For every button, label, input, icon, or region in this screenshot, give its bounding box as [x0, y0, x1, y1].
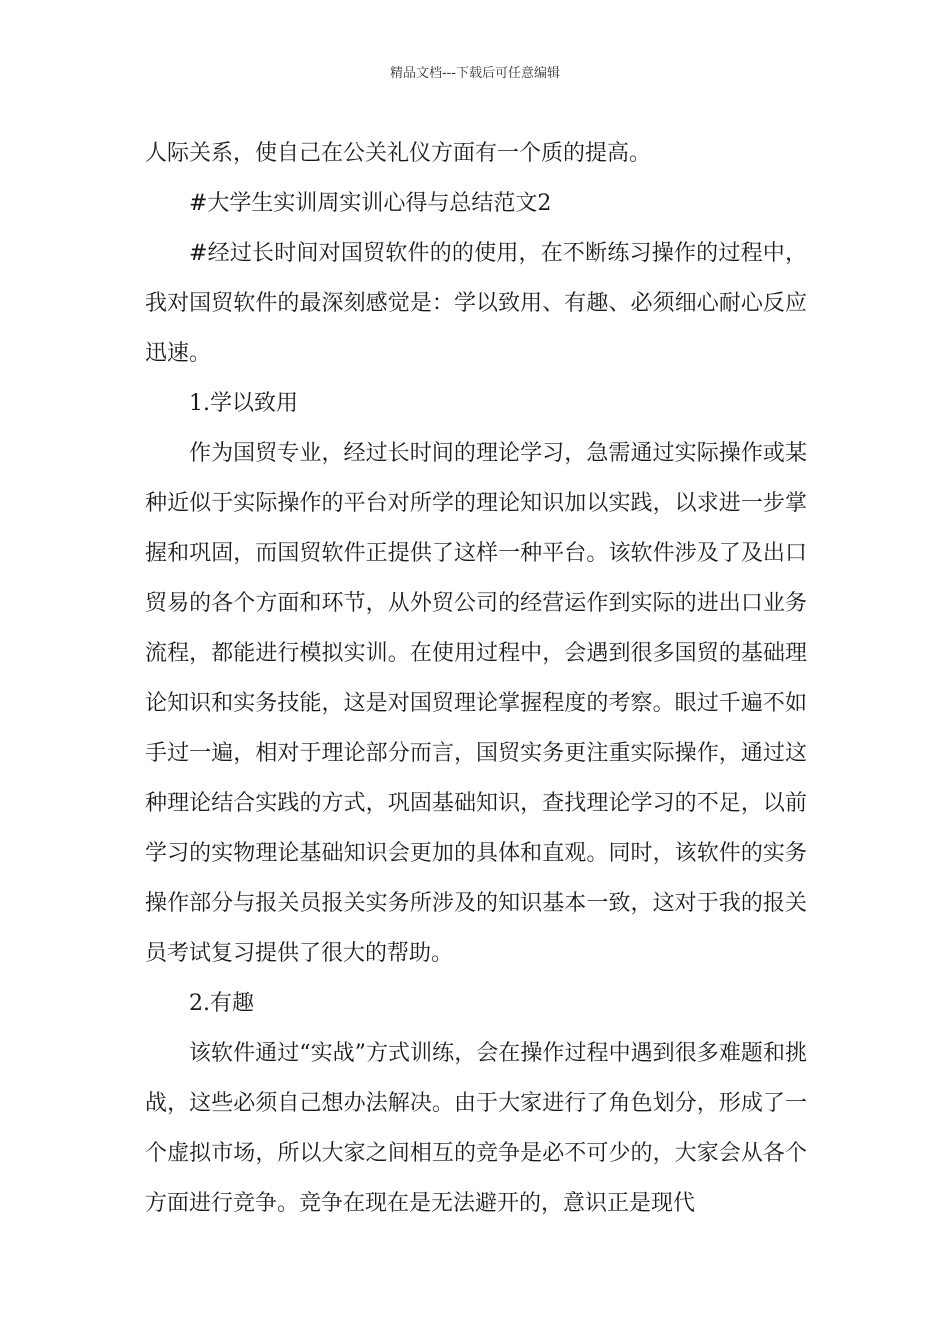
- paragraph: #经过长时间对国贸软件的的使用，在不断练习操作的过程中，我对国贸软件的最深刻感觉是：学以致用、有趣、必须细心耐心反应迅速。: [145, 241, 807, 366]
- section-heading: #大学生实训周实训心得与总结范文2: [189, 191, 552, 216]
- document-body: [145, 129, 807, 1229]
- subsection-heading: 1.学以致用: [189, 391, 298, 416]
- subsection-heading: 2.有趣: [189, 991, 254, 1016]
- paragraph: 作为国贸专业，经过长时间的理论学习，急需通过实际操作或某种近似于实际操作的平台对所学的理论知识加以实践，以求进一步掌握和巩固，而国贸软件正提供了这样一种平台。该软件涉及了及出口贸易的各个方面和环节，从外贸公司的经营运作到实际的进出口业务流程，都能进行模拟实训。在使用过程中，会遇到很多国贸的基础理论知识和实务技能，这是对国贸理论掌握程度的考察。眼过千遍不如手过一遍，相对于理论部分而言，国贸实务更注重实际操作，通过这种理论结合实践的方式，巩固基础知识，查找理论学习的不足，以前学习的实物理论基础知识会更加的具体和直观。同时，该软件的实务操作部分与报关员报关实务所涉及的知识基本一致，这对于我的报关员考试复习提供了很大的帮助。: [145, 441, 807, 966]
- paragraph: 该软件通过“实战”方式训练，会在操作过程中遇到很多难题和挑战，这些必须自己想办法解决。由于大家进行了角色划分，形成了一个虚拟市场，所以大家之间相互的竞争是必不可少的，大家会从各个方面进行竞争。竞争在现在是无法避开的，意识正是现代: [145, 1041, 807, 1216]
- paragraph: 人际关系，使自己在公关礼仪方面有一个质的提高。: [145, 141, 652, 166]
- page-header: 精品文档---下载后可任意编辑: [389, 66, 561, 81]
